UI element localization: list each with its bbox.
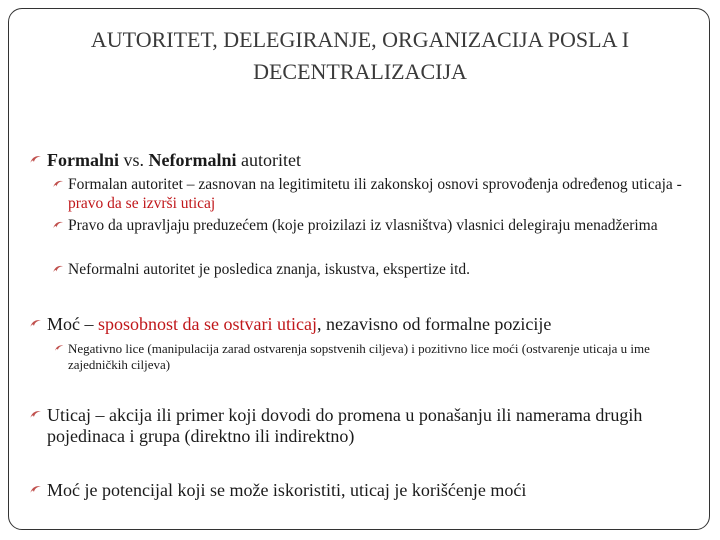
formalni-vs: vs.: [119, 150, 149, 170]
moc-bold: Moć: [47, 314, 80, 334]
formalni-rest: autoritet: [236, 150, 301, 170]
title-line-1: AUTORITET, DELEGIRANJE, ORGANIZACIJA POSLA I: [90, 27, 630, 52]
neformalni-bold: Neformalni: [148, 150, 237, 170]
bullet-uticaj: [47, 405, 707, 447]
swirl-bullet-icon: [29, 408, 43, 422]
formalni-bold: Formalni: [47, 150, 119, 170]
moc-rest: , nezavisno od formalne pozicije: [316, 314, 552, 334]
bullet-moc: [47, 314, 707, 335]
moc-dash: –: [80, 314, 98, 334]
uticaj-bold: Uticaj: [47, 405, 91, 425]
swirl-bullet-icon: [52, 178, 65, 191]
potencijal-text: Moć je potencijal koji se može iskoristiti, uticaj je korišćenje moći: [47, 480, 527, 500]
moc-red: sposobnost da se ostvari uticaj: [98, 314, 317, 334]
swirl-bullet-icon: [52, 263, 65, 276]
title-line-2: DECENTRALIZACIJA: [253, 59, 467, 84]
swirl-bullet-icon: [29, 153, 43, 167]
slide-title: [40, 24, 680, 88]
bullet-neformalni-autoritet: [68, 260, 698, 279]
negativno-text: Negativno lice (manipulacija zarad ostvarenja sopstvenih ciljeva) i pozitivno lice moći (ostvarenje uticaja u ime zajedničkih ciljeva): [68, 341, 650, 372]
swirl-bullet-icon: [54, 343, 65, 354]
formalan-red: pravo da se izvrši uticaj: [68, 195, 216, 212]
bullet-formalan-autoritet: [68, 175, 698, 213]
pravo-text: Pravo da upravljaju preduzećem (koje proizilazi iz vlasništva) vlasnici delegiraju menadžerima: [68, 217, 658, 234]
swirl-bullet-icon: [29, 317, 43, 331]
bullet-formalni-vs-neformalni: [47, 150, 707, 171]
bullet-pravo-upravljanja: [68, 216, 698, 235]
swirl-bullet-icon: [29, 483, 43, 497]
uticaj-rest: – akcija ili primer koji dovodi do promena u ponašanju ili namerama drugih pojedinaca i grupa (direktno ili indirektno): [47, 405, 643, 446]
swirl-bullet-icon: [52, 219, 65, 232]
neformalni-text: Neformalni autoritet je posledica znanja, iskustva, ekspertize itd.: [68, 261, 471, 278]
formalan-text: Formalan autoritet – zasnovan na legitimitetu ili zakonskoj osnovi sprovođenja određenog uticaja -: [68, 176, 682, 193]
bullet-moc-potencijal: [47, 480, 707, 501]
bullet-negativno-lice: [68, 341, 698, 373]
